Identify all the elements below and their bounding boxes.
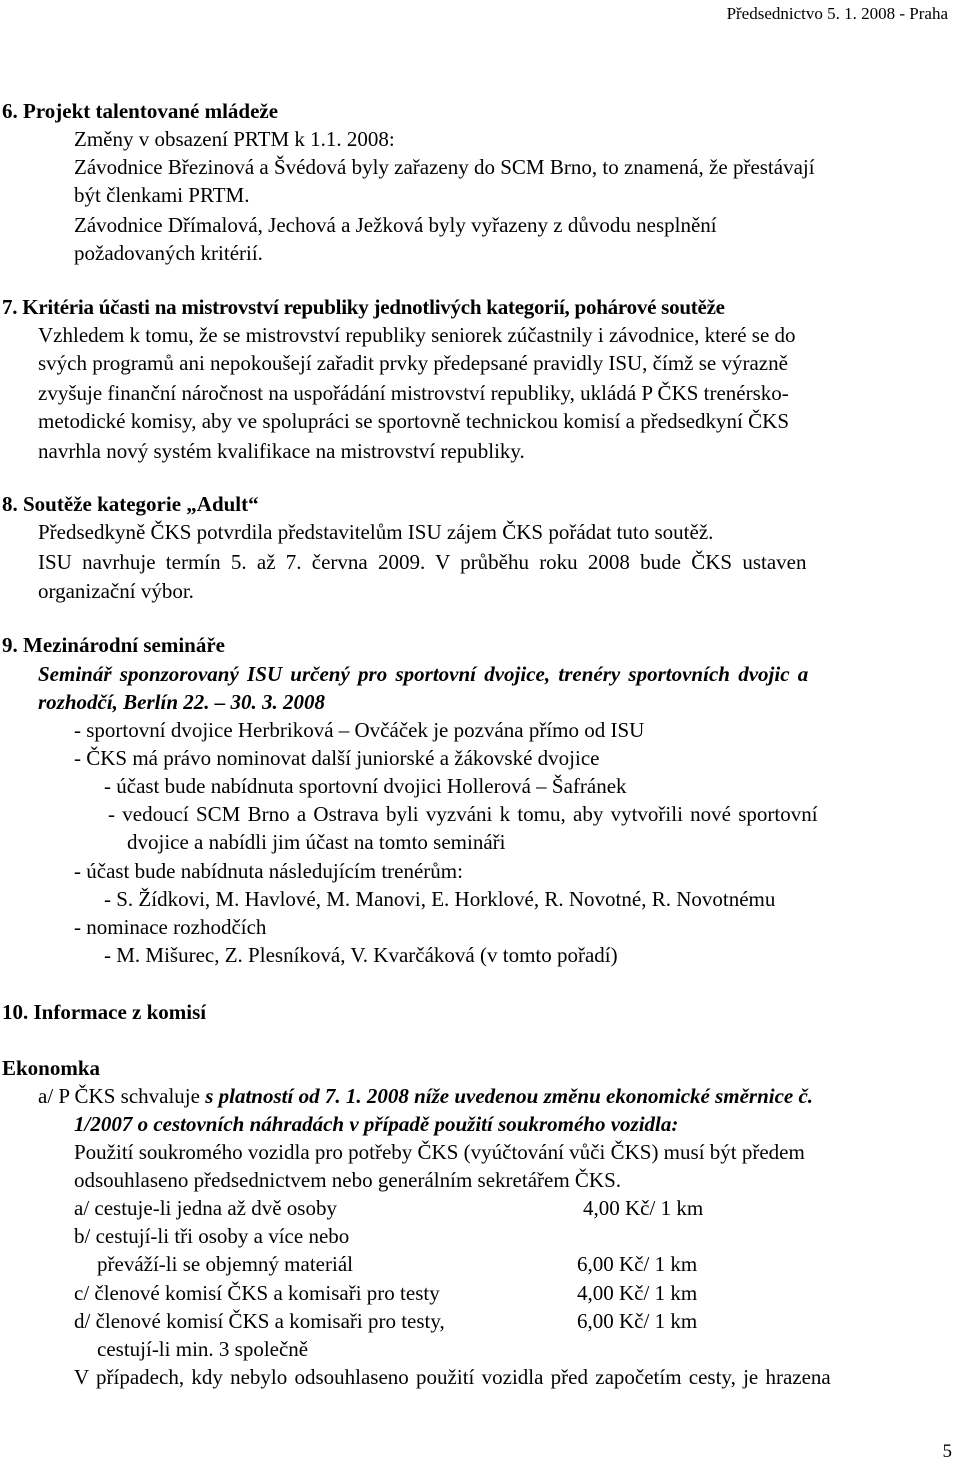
section-10-heading: 10. Informace z komisí xyxy=(2,1000,207,1024)
rate-label: a/ cestuje-li jedna až dvě osoby xyxy=(74,1196,337,1220)
seminar-title: rozhodčí, Berlín 22. – 30. 3. 2008 xyxy=(38,690,326,714)
rate-label: d/ členové komisí ČKS a komisaři pro testy, xyxy=(74,1309,445,1333)
seminar-item: - nominace rozhodčích xyxy=(74,915,267,939)
directive-line: Použití soukromého vozidla pro potřeby ČKS (vyúčtování vůči ČKS) musí být předem xyxy=(74,1140,805,1164)
section-8-line: ISU navrhuje termín 5. až 7. června 2009. V průběhu roku 2008 bude ČKS ustaven xyxy=(38,550,807,574)
section-7-line: Vzhledem k tomu, že se mistrovství republiky seniorek zúčastnily i závodnice, které se do xyxy=(38,323,796,347)
directive-prefix: a/ P ČKS schvaluje xyxy=(38,1084,206,1108)
section-7-heading: 7. Kritéria účasti na mistrovství republiky jednotlivých kategorií, pohárové soutěže xyxy=(2,295,725,319)
rate-value: 4,00 Kč/ 1 km xyxy=(577,1281,698,1305)
seminar-item: dvojice a nabídli jim účast na tomto semináři xyxy=(127,830,506,854)
running-header: Předsednictvo 5. 1. 2008 - Praha xyxy=(726,4,948,23)
section-6-line: Závodnice Březinová a Švédová byly zařazeny do SCM Brno, to znamená, že přestávají xyxy=(74,155,815,179)
section-8-heading: 8. Soutěže kategorie „Adult“ xyxy=(2,492,259,516)
section-6-line: být členkami PRTM. xyxy=(74,183,250,207)
seminar-item: - S. Žídkovi, M. Havlové, M. Manovi, E. Horklové, R. Novotné, R. Novotnému xyxy=(104,887,776,911)
directive-last-line: V případech, kdy nebylo odsouhlaseno použití vozidla před započetím cesty, je hrazena xyxy=(74,1365,831,1389)
section-9-heading: 9. Mezinárodní semináře xyxy=(2,633,226,657)
section-6-line: požadovaných kritérií. xyxy=(74,241,263,265)
section-7-line: navrhla nový systém kvalifikace na mistrovství republiky. xyxy=(38,439,525,463)
section-7-line: zvyšuje finanční náročnost na uspořádání mistrovství republiky, ukládá P ČKS trenérsko- xyxy=(38,381,789,405)
section-6-line: Změny v obsazení PRTM k 1.1. 2008: xyxy=(74,127,395,151)
rate-label: převáží-li se objemný materiál xyxy=(97,1252,353,1276)
seminar-title: Seminář sponzorovaný ISU určený pro sportovní dvojice, trenéry sportovních dvojic a xyxy=(38,662,809,686)
directive-emphasis: 1/2007 o cestovních náhradách v případě použití soukromého vozidla: xyxy=(74,1112,679,1136)
rate-label: c/ členové komisí ČKS a komisaři pro testy xyxy=(74,1281,440,1305)
rate-label: cestují-li min. 3 společně xyxy=(97,1337,309,1361)
section-6-line: Závodnice Dřímalová, Jechová a Ježková byly vyřazeny z důvodu nesplnění xyxy=(74,213,717,237)
section-8-line: Předsedkyně ČKS potvrdila představitelům ISU zájem ČKS pořádat tuto soutěž. xyxy=(38,520,714,544)
seminar-item: - vedoucí SCM Brno a Ostrava byli vyzváni k tomu, aby vytvořili nové sportovní xyxy=(108,802,818,826)
rate-label: b/ cestují-li tři osoby a více nebo xyxy=(74,1224,350,1248)
rate-value: 6,00 Kč/ 1 km xyxy=(577,1252,698,1276)
section-6-heading: 6. Projekt talentované mládeže xyxy=(2,99,279,123)
seminar-item: - sportovní dvojice Herbriková – Ovčáček je pozvána přímo od ISU xyxy=(74,718,645,742)
directive-emphasis: s platností od 7. 1. 2008 níže uvedenou změnu ekonomické směrnice č. xyxy=(205,1084,814,1108)
rate-value: 4,00 Kč/ 1 km xyxy=(583,1196,704,1220)
seminar-item: - ČKS má právo nominovat další juniorské a žákovské dvojice xyxy=(74,746,600,770)
directive-line: odsouhlaseno předsednictvem nebo generálním sekretářem ČKS. xyxy=(74,1168,622,1192)
directive-change xyxy=(38,1083,813,1109)
seminar-item: - účast bude nabídnuta sportovní dvojici Hollerová – Šafránek xyxy=(104,774,627,798)
section-7-line: svých programů ani nepokoušejí zařadit prvky předepsané pravidly ISU, čímž se výrazně xyxy=(38,351,788,375)
seminar-item: - účast bude nabídnuta následujícím trenérům: xyxy=(74,859,463,883)
section-7-line: metodické komisy, aby ve spolupráci se sportovně technickou komisí a předsedkyní ČKS xyxy=(38,409,789,433)
seminar-item: - M. Mišurec, Z. Plesníková, V. Kvarčáková (v tomto pořadí) xyxy=(104,943,618,967)
page-number: 5 xyxy=(942,1441,952,1462)
section-8-line: organizační výbor. xyxy=(38,579,194,603)
section-10-subheading: Ekonomka xyxy=(2,1056,101,1080)
rate-value: 6,00 Kč/ 1 km xyxy=(577,1309,698,1333)
